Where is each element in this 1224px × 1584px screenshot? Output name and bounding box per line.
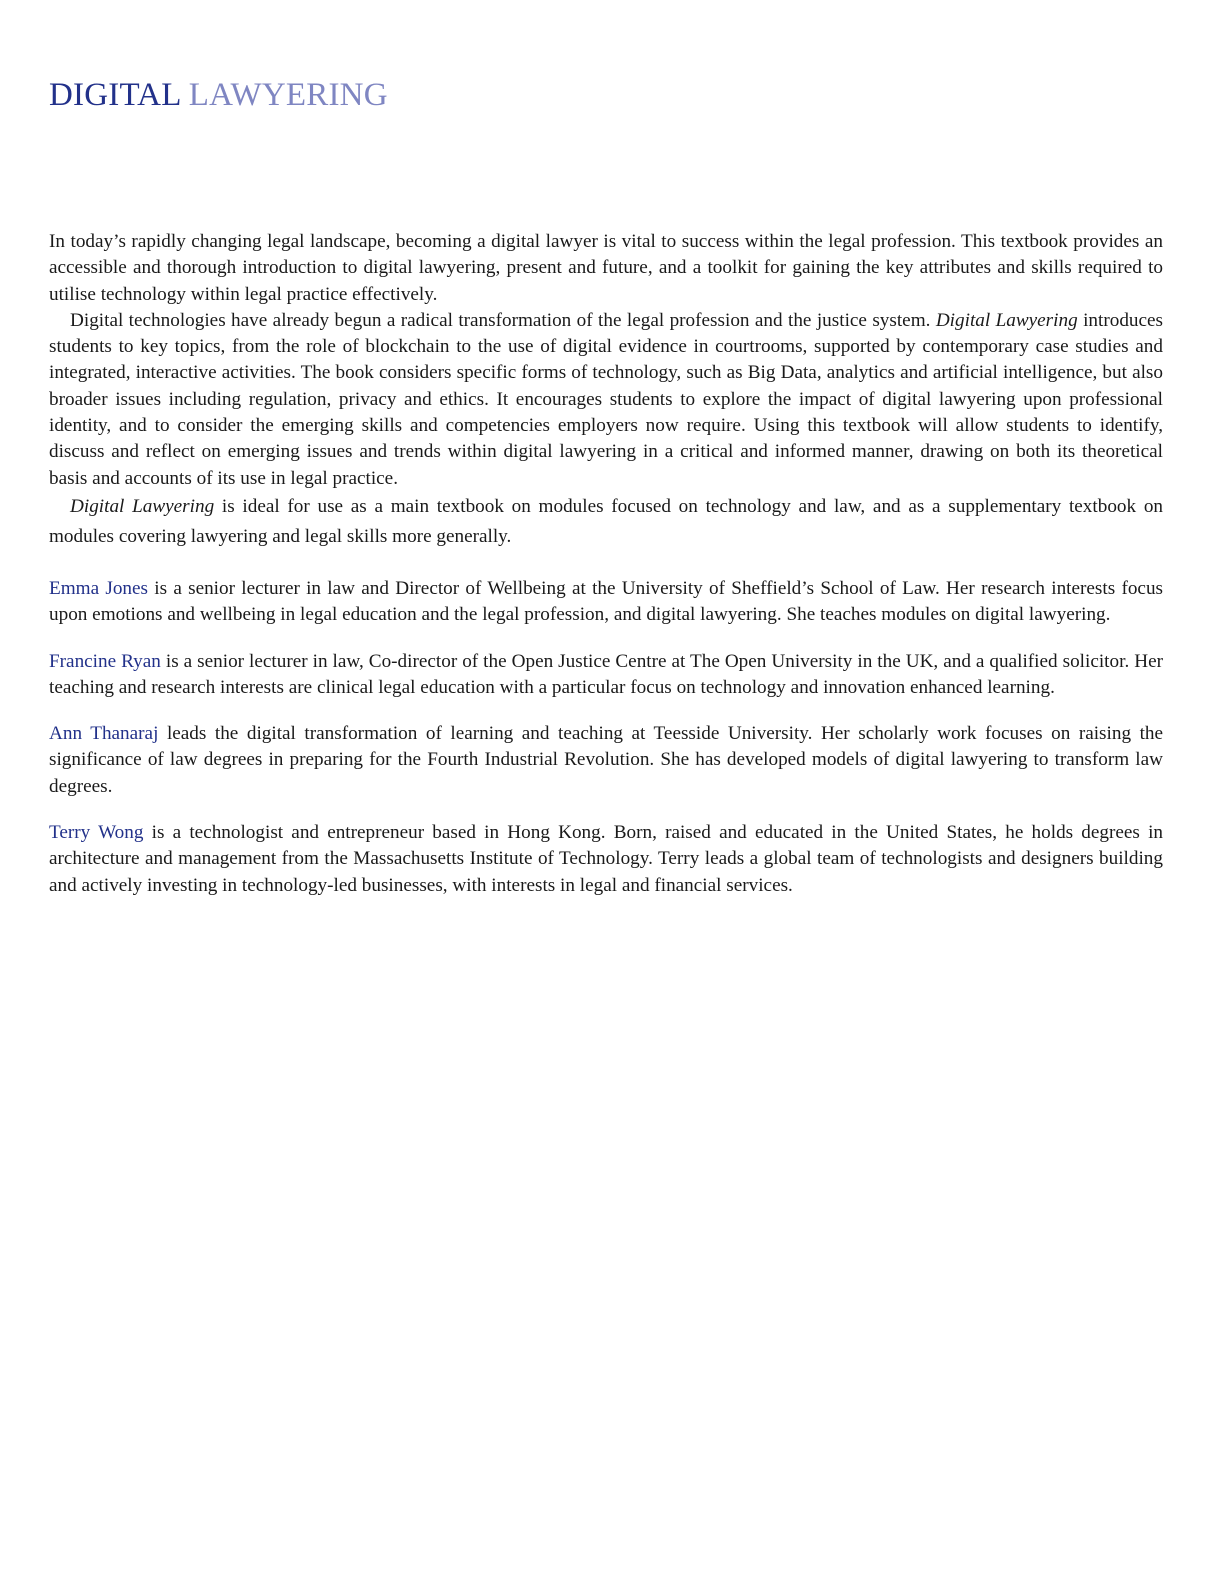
author-bio-text: is a senior lecturer in law, Co-director of the Open Justice Centre at The Open University in the UK, and a qualified solicitor. Her teaching and research interests are clinical legal education with a particular focus on technology and innovation enhanced learning. [49, 650, 1163, 698]
author-bio [49, 649, 1163, 702]
book-description [49, 229, 1163, 552]
book-title-italic: Digital Lawyering [935, 309, 1078, 331]
author-bio [49, 820, 1163, 899]
description-paragraph-2 [49, 308, 1163, 492]
author-name: Emma Jones [49, 578, 148, 599]
author-bios [49, 576, 1163, 919]
description-paragraph-3-rest: is ideal for use as a main textbook on modules focused on technology and law, and as a supplementary textbook on modules covering lawyering and legal skills more generally. [49, 495, 1164, 547]
author-name: Ann Thanaraj [49, 723, 159, 745]
description-paragraph-2-start: Digital technologies have already begun a radical transformation of the legal profession and the justice system. [70, 309, 931, 331]
author-name: Francine Ryan [49, 650, 161, 672]
description-paragraph-2-rest: introduces students to key topics, from the role of blockchain to the use of digital evidence in courtrooms, supported by contemporary case studies and integrated, interactive activities. The book considers specific forms of technology, such as Big Data, analytics and artificial intelligence, but also broader issues including regulation, privacy and ethics. It encourages students to explore the impact of digital lawyering upon professional identity, and to consider the emerging skills and competencies employers now require. Using this textbook will allow students to identify, discuss and reflect on emerging issues and trends within digital lawyering in a critical and informed manner, drawing on both its theoretical basis and accounts of its use in legal practice. [49, 309, 1164, 489]
author-bio-text: is a senior lecturer in law and Director of Wellbeing at the University of Sheffield’s School of Law. Her research interests focus upon emotions and wellbeing in legal education and the legal profession, and digital lawyering. She teaches modules on digital lawyering. [49, 578, 1164, 626]
description-paragraph-1: In today’s rapidly changing legal landscape, becoming a digital lawyer is vital to success within the legal profession. This textbook provides an accessible and thorough introduction to digital lawyering, present and future, and a toolkit for gaining the key attributes and skills required to utilise technology within legal practice effectively. [49, 231, 1163, 305]
book-title [49, 76, 388, 116]
book-title-italic: Digital Lawyering [70, 495, 215, 517]
author-bio [49, 576, 1163, 629]
author-bio-text: is a technologist and entrepreneur based in Hong Kong. Born, raised and educated in the United States, he holds degrees in architecture and management from the Massachusetts Institute of Technology. Terry leads a global team of technologists and designers building and actively investing in technology-led businesses, with interests in legal and financial services. [49, 822, 1164, 896]
description-paragraph-3 [49, 492, 1163, 552]
author-name: Terry Wong [49, 822, 144, 844]
book-title-part-1: DIGITAL [49, 77, 181, 113]
author-bio-text: leads the digital transformation of learning and teaching at Teesside University. Her scholarly work focuses on raising the significance of law degrees in preparing for the Fourth Industrial Revolution. She has developed models of digital lawyering to transform law degrees. [49, 723, 1164, 797]
author-bio [49, 721, 1163, 800]
book-title-part-2: LAWYERING [188, 77, 388, 113]
